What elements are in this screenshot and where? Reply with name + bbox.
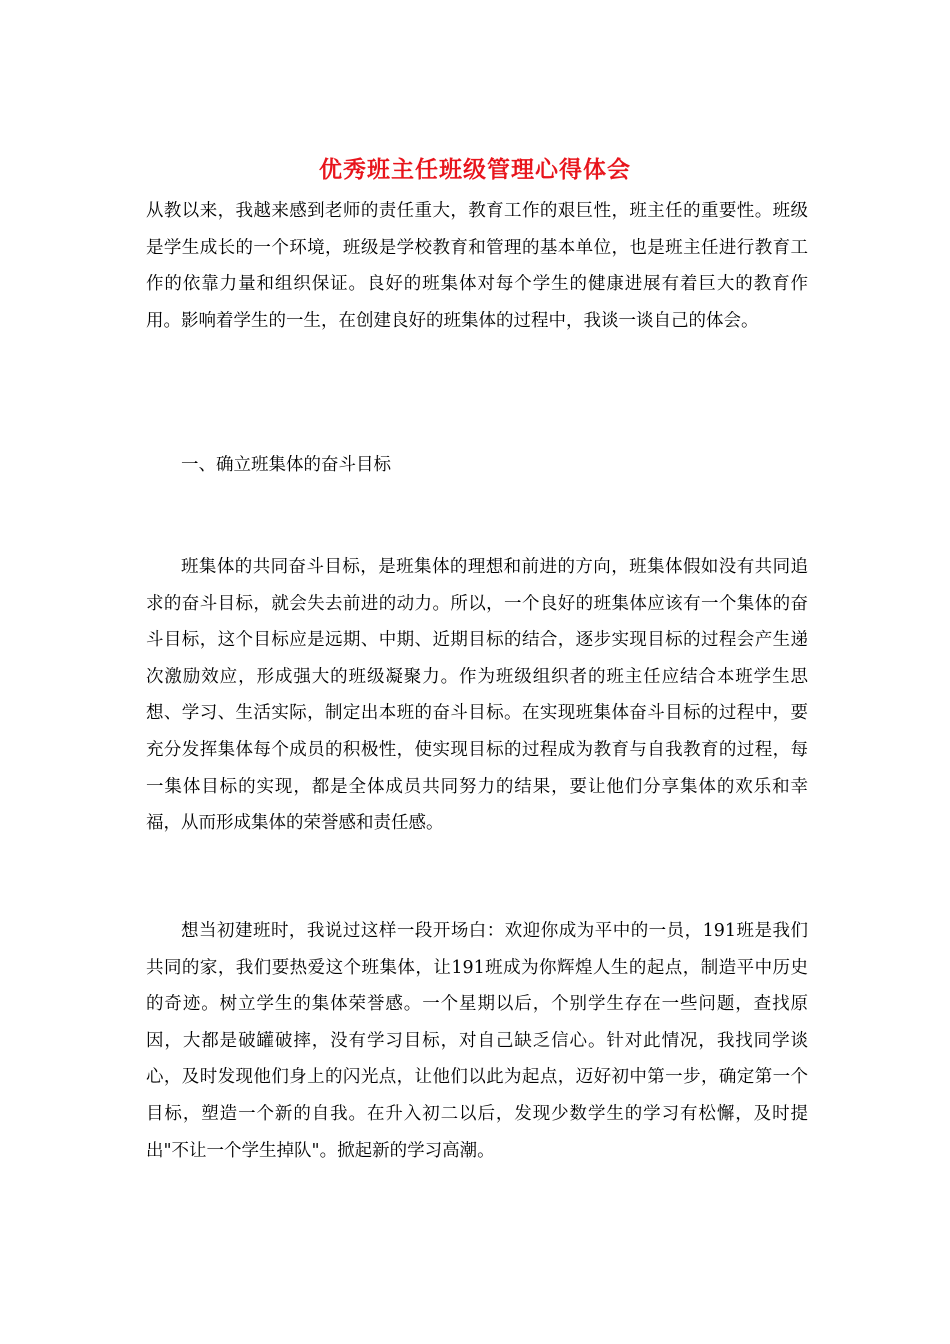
section-heading-1: 一、确立班集体的奋斗目标 — [181, 455, 391, 475]
intro-paragraph: 从教以来，我越来感到老师的责任重大，教育工作的艰巨性，班主任的重要性。班级是学生成长的一个环境，班级是学校教育和管理的基本单位，也是班主任进行教育工作的依靠力量和组织保证。良好的班集体对每个学生的健康进展有着巨大的教育作用。影响着学生的一生，在创建良好的班集体的过程中，我谈一谈自己的体会。 — [146, 201, 808, 331]
body-paragraph-2: 想当初建班时，我说过这样一段开场白：欢迎你成为平中的一员，191班是我们共同的家，我们要热爱这个班集体，让191班成为你辉煌人生的起点，制造平中历史的奇迹。树立学生的集体荣誉感。一个星期以后，个别学生存在一些问题，查找原因，大都是破罐破摔，没有学习目标，对自己缺乏信心。针对此情况，我找同学谈心，及时发现他们身上的闪光点，让他们以此为起点，迈好初中第一步，确定第一个目标，塑造一个新的自我。在升入初二以后，发现少数学生的学习有松懈，及时提出"不让一个学生掉队"。掀起新的学习高潮。 — [146, 921, 808, 1161]
body-paragraph-1: 班集体的共同奋斗目标，是班集体的理想和前进的方向，班集体假如没有共同追求的奋斗目标，就会失去前进的动力。所以，一个良好的班集体应该有一个集体的奋斗目标，这个目标应是远期、中期、近期目标的结合，逐步实现目标的过程会产生递次激励效应，形成强大的班级凝聚力。作为班级组织者的班主任应结合本班学生思想、学习、生活实际，制定出本班的奋斗目标。在实现班集体奋斗目标的过程中，要充分发挥集体每个成员的积极性，使实现目标的过程成为教育与自我教育的过程，每一集体目标的实现，都是全体成员共同努力的结果，要让他们分享集体的欢乐和幸福，从而形成集体的荣誉感和责任感。 — [146, 557, 808, 834]
document-title: 优秀班主任班级管理心得体会 — [319, 156, 631, 183]
